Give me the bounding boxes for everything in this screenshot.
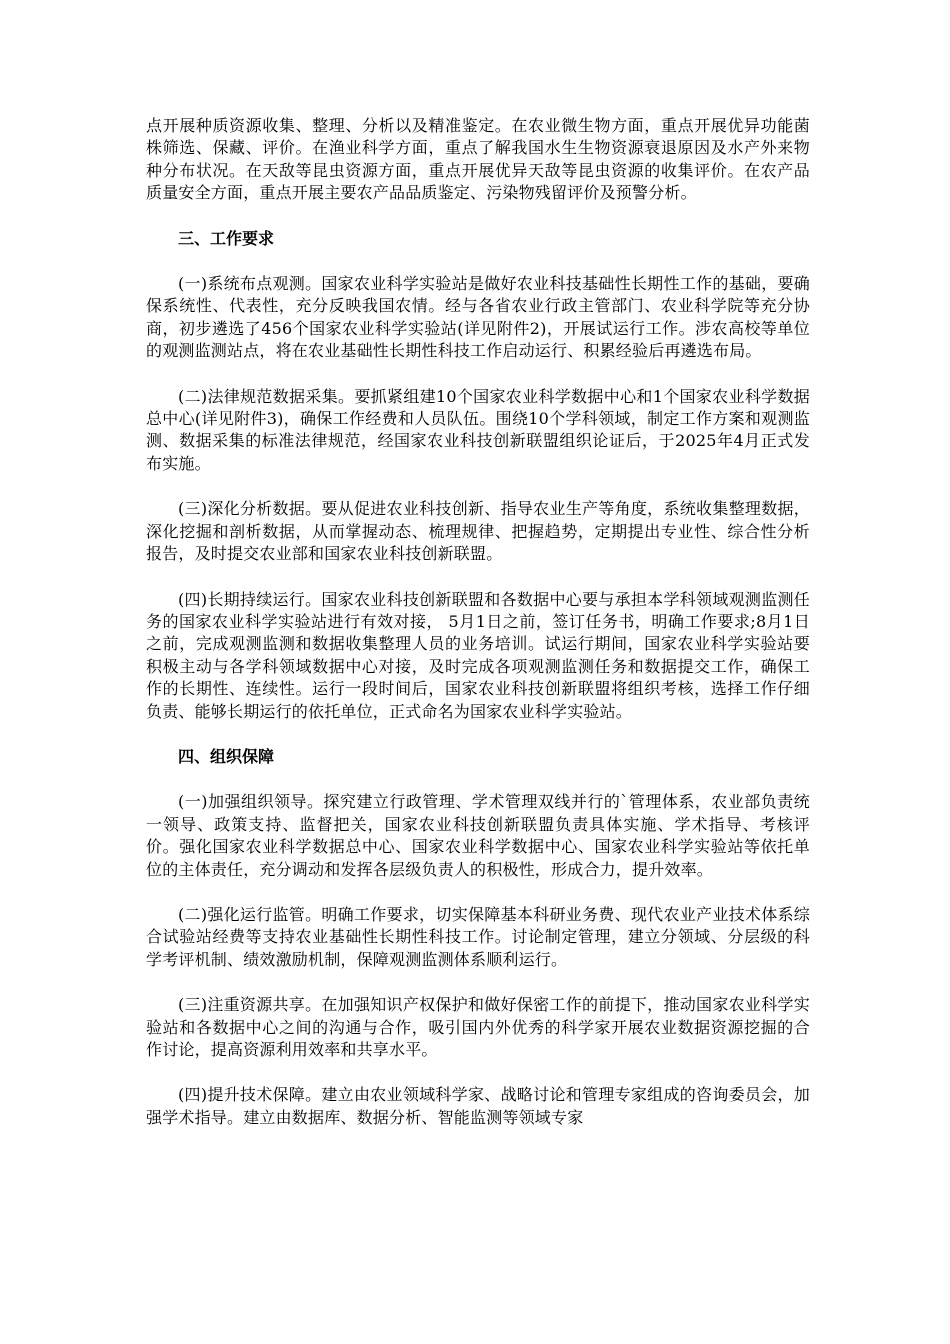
paragraph-technical-support: (四)提升技术保障。建立由农业领域科学家、战略讨论和管理专家组成的咨询委员会，加强学术指导。建立由数据库、数据分析、智能监测等领域专家 xyxy=(146,1085,810,1127)
paragraph-supervision: (二)强化运行监管。明确工作要求，切实保障基本科研业务费、现代农业产业技术体系综合试验站经费等支持农业基础性长期性科技工作。讨论制定管理，建立分领域、分层级的科学考评机制、绩效激励机制，保障观测监测体系顺利运行。 xyxy=(146,904,810,969)
paragraph-leadership: (一)加强组织领导。探究建立行政管理、学术管理双线并行的`管理体系，农业部负责统一领导、政策支持、监督把关，国家农业科技创新联盟负责具体实施、学术指导、考核评价。强化国家农业科学数据总中心、国家农业科学数据中心、国家农业科学实验站等依托单位的主体责任，充分调动和发挥各层级负责人的积极性，形成合力，提升效率。 xyxy=(146,792,810,879)
paragraph-resource-sharing: (三)注重资源共享。在加强知识产权保护和做好保密工作的前提下，推动国家农业科学实验站和各数据中心之间的沟通与合作，吸引国内外优秀的科学家开展农业数据资源挖掘的合作讨论，提高资源利用效率和共享水平。 xyxy=(146,995,810,1059)
section-heading-organizational-support: 四、组织保障 xyxy=(178,746,275,766)
paragraph-long-term-operation: (四)长期持续运行。国家农业科技创新联盟和各数据中心要与承担本学科领域观测监测任务的国家农业科学实验站进行有效对接， 5月1日之前，签订任务书，明确工作要求;8月1日之前，完成观测监测和数据收集整理人员的业务培训。试运行期间，国家农业科学实验站要积极主动与各学科领域数据中心对接，及时完成各项观测监测任务和数据提交工作，确保工作的长期性、连续性。运行一段时间后，国家农业科技创新联盟将组织考核，选择工作仔细负责、能够长期运行的依托单位，正式命名为国家农业科学实验站。 xyxy=(146,589,810,721)
paragraph-system-observation: (一)系统布点观测。国家农业科学实验站是做好农业科技基础性长期性工作的基础，要确保系统性、代表性，充分反映我国农情。经与各省农业行政主管部门、农业科学院等充分协商，初步遴选了456个国家农业科学实验站(详见附件2)，开展试运行工作。涉农高校等单位的观测监测站点，将在农业基础性长期性科技工作启动运行、积累经验后再遴选布局。 xyxy=(146,274,810,361)
intro-paragraph: 点开展种质资源收集、整理、分析以及精准鉴定。在农业微生物方面，重点开展优异功能菌株筛选、保藏、评价。在渔业科学方面，重点了解我国水生生物资源衰退原因及水产外来物种分布状况。在天敌等昆虫资源方面，重点开展优异天敌等昆虫资源的收集评价。在农产品质量安全方面，重点开展主要农产品品质鉴定、污染物残留评价及预警分析。 xyxy=(146,116,810,203)
section-heading-work-requirements: 三、工作要求 xyxy=(178,228,275,248)
paragraph-data-collection: (二)法律规范数据采集。要抓紧组建10个国家农业科学数据中心和1个国家农业科学数据总中心(详见附件3)，确保工作经费和人员队伍。围绕10个学科领域，制定工作方案和观测监测、数据采集的标准法律规范，经国家农业科技创新联盟组织论证后，于2025年4月正式发布实施。 xyxy=(146,386,810,473)
document-page xyxy=(146,115,810,1152)
paragraph-data-analysis: (三)深化分析数据。要从促进农业科技创新、指导农业生产等角度，系统收集整理数据，深化挖掘和剖析数据，从而掌握动态、梳理规律、把握趋势，定期提出专业性、综合性分析报告，及时提交农业部和国家农业科技创新联盟。 xyxy=(146,499,810,564)
